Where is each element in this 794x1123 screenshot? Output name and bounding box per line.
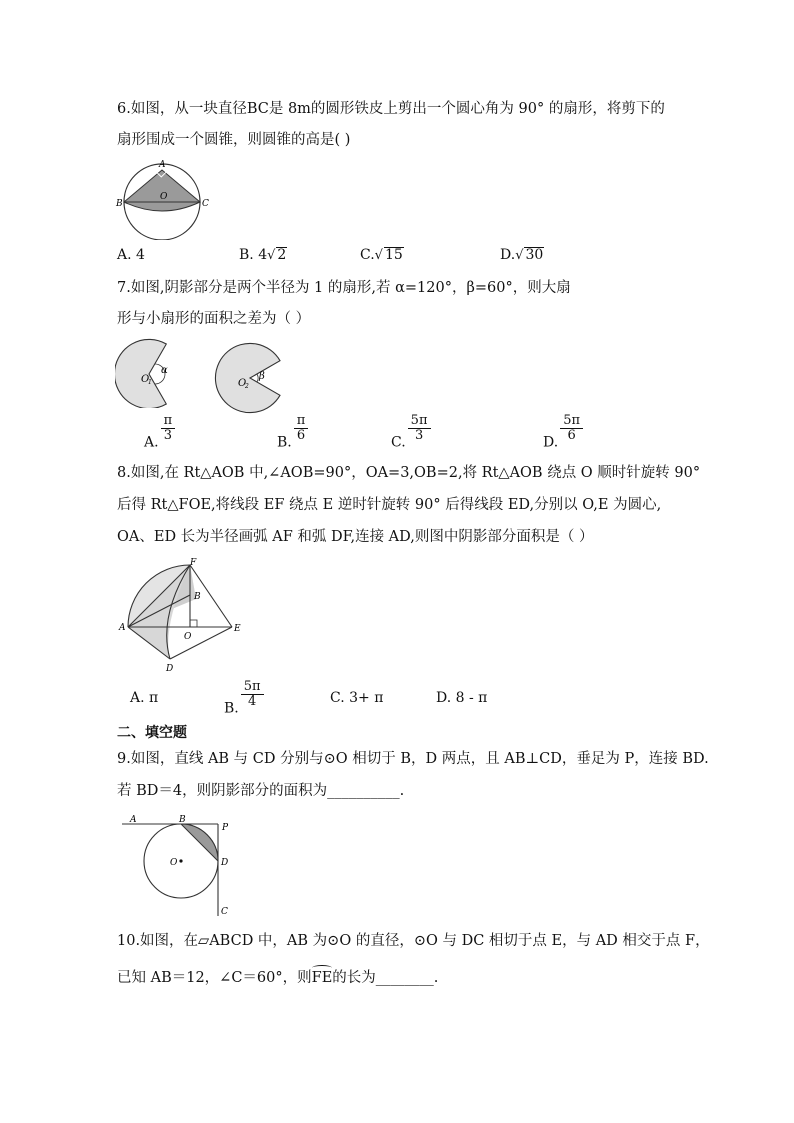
q8-label-a: A (119, 623, 126, 633)
q7-option-d: D. $\frac{5\pi}{6}$ (543, 414, 583, 451)
q6-line-2: 扇形围成一个圆锥，则圆锥的高是( ) (117, 132, 351, 148)
q10-line-2-prefix: 已知 AB＝12，∠C＝60°，则 (117, 970, 312, 986)
q7-line-1: 7.如图,阴影部分是两个半径为 1 的扇形,若 α=120°，β=60°，则大扇 (117, 280, 571, 296)
section-title: 二、填空题 (117, 725, 187, 741)
q7-label-o1: O (141, 374, 150, 385)
q8-option-d: D. 8 - π (436, 690, 488, 706)
q8-label-d: D (166, 664, 174, 673)
q7-option-b: B. $\frac{\pi}{6}$ (277, 414, 308, 451)
q7-label-sub1: 1 (148, 379, 152, 386)
q7-label-beta: β (259, 371, 265, 382)
q9-label-o: O (170, 858, 178, 868)
q7-label-sub2: 2 (245, 383, 249, 390)
q10-line-2 (117, 968, 438, 988)
q7-option-c: C. $\frac{5\pi}{3}$ (391, 414, 431, 451)
q9-label-a: A (130, 815, 137, 825)
q7-figure-2 (212, 338, 292, 418)
q7-label-o2: O (238, 378, 247, 389)
q6-line-1: 6.如图，从一块直径BC是 8m的圆形铁皮上剪出一个圆心角为 90° 的扇形，将剪下的 (117, 101, 665, 117)
q8-label-e: E (234, 624, 241, 634)
q10-line-2-suffix: 的长为________. (332, 970, 439, 986)
q8-label-o: O (184, 632, 192, 642)
q10-arc-fe: FE (311, 970, 333, 986)
q8-option-b: B. $\frac{5\pi}{4}$ (224, 680, 264, 717)
q7-option-a: A. $\frac{\pi}{3}$ (144, 414, 175, 451)
q8-figure (112, 557, 252, 673)
q7-figure-1 (115, 336, 185, 408)
q9-label-d: D (221, 858, 229, 868)
q6-option-d: D.√ 30 (500, 247, 544, 263)
q9-label-p: P (222, 823, 229, 833)
q8-line-2: 后得 Rt△FOE,将线段 EF 绕点 E 逆时针旋转 90° 后得线段 ED,分别以 O,E 为圆心, (117, 497, 662, 513)
q9-line-2: 若 BD＝4，则阴影部分的面积为__________. (117, 783, 405, 799)
q6-option-c: C.√ 15 (360, 247, 403, 263)
q9-label-c: C (221, 907, 228, 917)
q8-label-f: F (190, 558, 197, 568)
q9-label-b: B (179, 815, 186, 825)
q6-label-c: C (202, 199, 209, 209)
q8-line-1: 8.如图,在 Rt△AOB 中,∠AOB=90°，OA=3,OB=2,将 Rt△AOB 绕点 O 顺时针旋转 90° (117, 465, 701, 481)
q8-line-3: OA、ED 长为半径画弧 AF 和弧 DF,连接 AD,则图中阴影部分面积是（ ） (117, 529, 594, 545)
q9-line-1: 9.如图，直线 AB 与 CD 分别与⊙O 相切于 B，D 两点，且 AB⊥CD，垂足为 P，连接 BD. (117, 751, 709, 767)
q6-option-b: B. 4√ 2 (239, 247, 287, 263)
q7-line-2: 形与小扇形的面积之差为（ ） (117, 311, 311, 327)
q8-label-b: B (194, 592, 201, 602)
q6-option-a: A. 4 (117, 247, 145, 263)
q6-label-b: B (116, 199, 123, 209)
q7-label-alpha: α (161, 365, 168, 376)
q8-option-a: A. π (130, 690, 159, 706)
q6-label-a: A (159, 160, 166, 170)
q8-option-c: C. 3+ π (330, 690, 384, 706)
q6-figure (112, 158, 218, 240)
q10-line-1: 10.如图，在▱ABCD 中，AB 为⊙O 的直径，⊙O 与 DC 相切于点 E，与 AD 相交于点 F， (117, 933, 710, 949)
q6-label-o: O (160, 192, 168, 202)
q9-figure (118, 812, 240, 920)
